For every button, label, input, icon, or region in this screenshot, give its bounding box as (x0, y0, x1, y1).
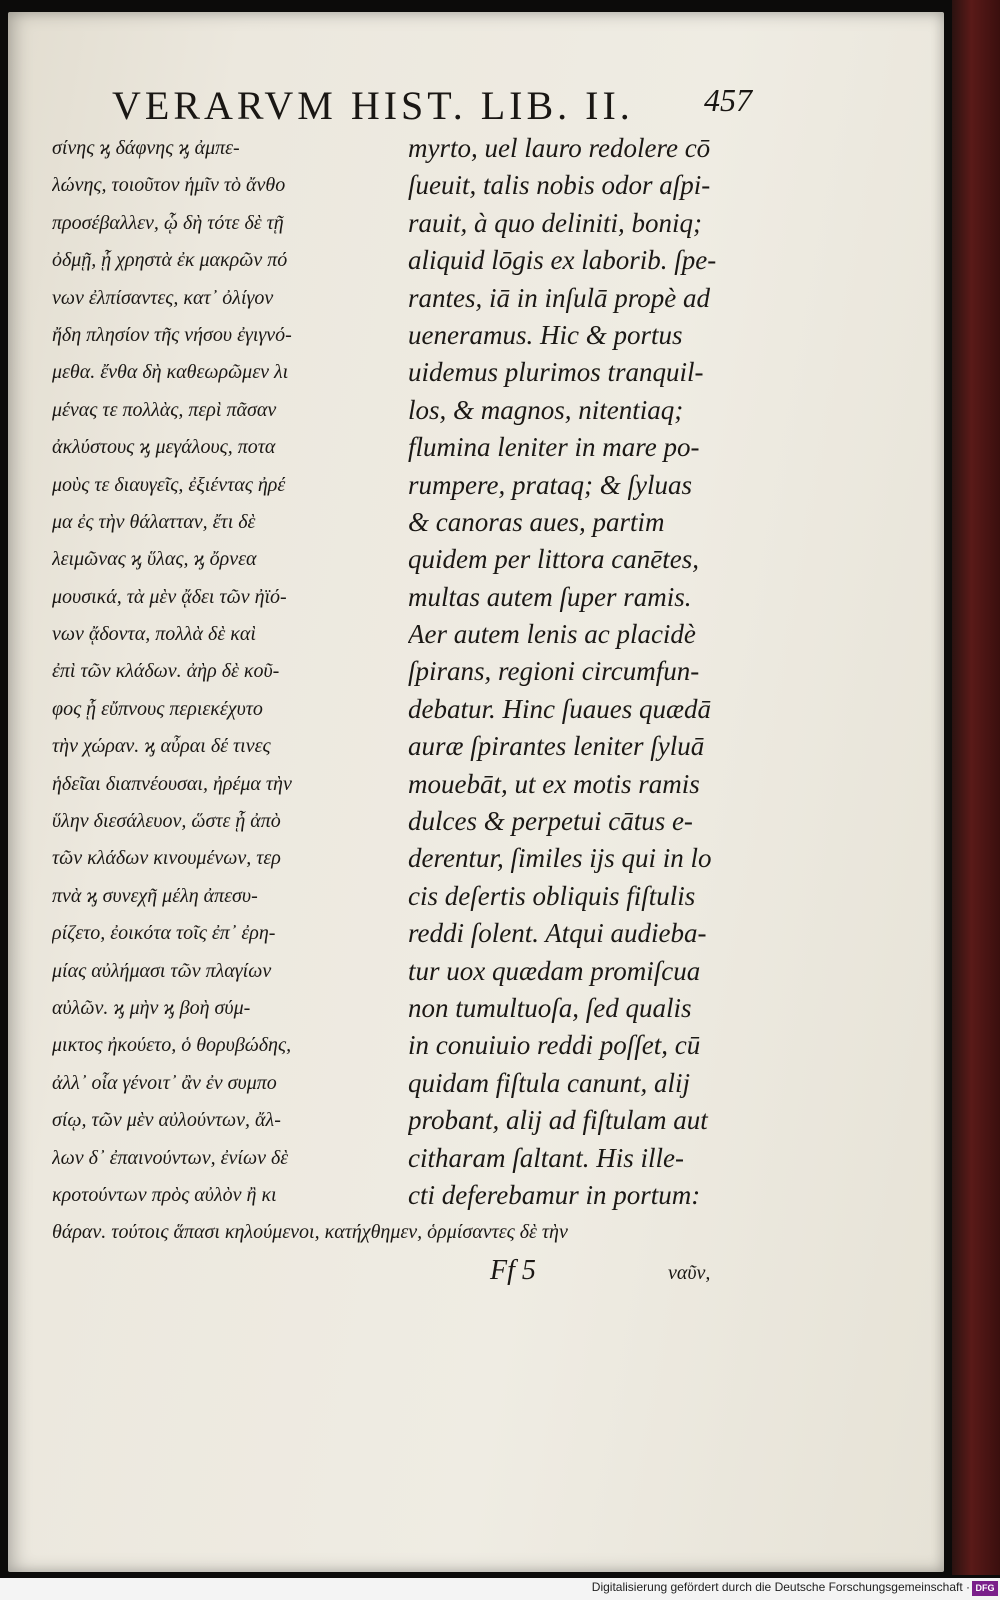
dfg-logo: DFG (972, 1581, 998, 1596)
latin-text-line: & canoras aues, partim (408, 506, 665, 537)
greek-text-line: τῶν κλάδων κινουμένων, τερ (52, 847, 281, 870)
greek-text-line: σίνης ϗ δάφνης ϗ ἀμπε- (52, 137, 240, 159)
greek-text-line: ὕλην διεσάλευον, ὥστε ᾗ ἀπὸ (52, 810, 281, 833)
latin-text-line: rauit, à quo deliniti, boniq; (408, 207, 702, 238)
latin-text-line: tur uox quædam promiſcua (408, 955, 701, 986)
page-header (112, 82, 752, 128)
greek-text-line: κροτούντων πρὸς αὐλὸν ἢ κι (52, 1183, 277, 1206)
latin-text-line: non tumultuoſa, ſed qualis (408, 992, 692, 1023)
latin-text-line: in conuiuio reddi poſſet, cū (408, 1030, 701, 1061)
catchword: ναῦν, (668, 1262, 711, 1284)
running-head: VERARVM HIST. LIB. II. (112, 83, 634, 128)
page-number: 457 (704, 82, 752, 118)
greek-full-width-line: θάραν. τούτοις ἅπασι κηλούμενοι, κατήχθημεν, ὁρμίσαντες δὲ τὴν (52, 1221, 568, 1243)
greek-text-line: ἡδεῖαι διαπνέουσαι, ἠρέμα τὴν (52, 772, 292, 795)
greek-column (52, 130, 382, 1214)
latin-text-line: los, & magnos, nitentiaq; (408, 394, 684, 425)
latin-text-line: uidemus plurimos tranquil- (408, 357, 704, 388)
greek-text-line: μουσικά, τὰ μὲν ᾄδει τῶν ἠϊό- (52, 585, 287, 608)
greek-text-line: μοὺς τε διαυγεῖς, ἐξιέντας ἠρέ (52, 473, 286, 496)
greek-text-line: νων ἐλπίσαντες, κατ᾽ ὀλίγον (52, 286, 274, 309)
greek-text-line: ἀλλ᾽ οἷα γένοιτ᾽ ἂν ἐν συμπο (52, 1071, 277, 1094)
latin-text-line: auræ ſpirantes leniter ſyluā (408, 731, 705, 762)
greek-text-line: μεθα. ἔνθα δὴ καθεωρῶμεν λι (52, 361, 289, 384)
greek-text-line: ἤδη πλησίον τῆς νήσου ἐγιγνό- (52, 323, 292, 346)
latin-text-line: probant, alij ad fiſtulam aut (408, 1105, 708, 1136)
funding-notice: Digitalisierung gefördert durch die Deutsche Forschungsgemeinschaft · (591, 1580, 970, 1594)
greek-text-line: λώνης, τοιοῦτον ἡμῖν τὸ ἄνθο (52, 174, 286, 197)
latin-text-line: reddi ſolent. Atqui audieba- (408, 918, 707, 949)
latin-text-line: rantes, iā in inſulā propè ad (408, 282, 710, 313)
latin-text-line: debatur. Hinc ſuaues quædā (408, 693, 711, 724)
book-edge (952, 0, 1000, 1575)
greek-text-line: πνὰ ϗ συνεχῆ μέλη ἀπεσυ- (52, 884, 258, 907)
greek-text-line: μένας τε πολλὰς, περὶ πᾶσαν (52, 398, 277, 421)
greek-text-line: τὴν χώραν. ϗ αὖραι δέ τινες (52, 735, 271, 758)
latin-text-line: dulces & perpetui cātus e- (408, 806, 693, 837)
latin-text-line: mouebāt, ut ex motis ramis (408, 768, 700, 799)
greek-text-line: ὀδμῇ, ᾗ χρηστὰ ἐκ μακρῶν πό (52, 249, 288, 272)
greek-text-line: φος ᾗ εὔπνους περιεκέχυτο (52, 697, 263, 720)
latin-text-line: cti deferebamur in portum: (408, 1179, 701, 1210)
greek-text-line: μικτος ἠκούετο, ὁ θορυβώδης, (52, 1034, 292, 1057)
latin-text-line: aliquid lōgis ex laborib. ſpe- (408, 245, 717, 276)
greek-text-line: λειμῶνας ϗ ὕλας, ϗ ὄρνεα (52, 548, 257, 571)
greek-text-line: ρίζετο, ἐοικότα τοῖς ἐπ᾽ ἐρη- (52, 922, 276, 945)
greek-text-line: νων ᾄδοντα, πολλὰ δὲ καὶ (52, 623, 256, 646)
latin-text-line: cis deſertis obliquis fiſtulis (408, 880, 696, 911)
greek-text-line: μίας αὐλήμασι τῶν πλαγίων (52, 959, 272, 982)
greek-text-line: μα ἐς τὴν θάλατταν, ἔτι δὲ (52, 510, 256, 533)
latin-text-line: ſpirans, regioni circumfun- (408, 656, 700, 687)
latin-text-line: myrto, uel lauro redolere cō (408, 133, 711, 163)
greek-text-line: αὐλῶν. ϗ μὴν ϗ βοὴ σύμ- (52, 996, 251, 1019)
latin-text-line: quidam fiſtula canunt, alij (408, 1067, 690, 1098)
latin-column (408, 130, 748, 1214)
greek-text-line: ἀκλύστους ϗ μεγάλους, ποτα (52, 436, 276, 459)
latin-text-line: derentur, ſimiles ijs qui in lo (408, 843, 712, 874)
latin-text-line: rumpere, prataq; & ſyluas (408, 469, 692, 500)
latin-text-line: flumina leniter in mare po- (408, 432, 700, 463)
latin-text-line: quidem per littora canētes, (408, 544, 699, 575)
latin-text-line: ueneramus. Hic & portus (408, 319, 683, 350)
greek-text-line: σίῳ, τῶν μὲν αὐλούντων, ἄλ- (52, 1109, 281, 1132)
greek-text-line: προσέβαλλεν, ᾧ δὴ τότε δὲ τῇ (52, 211, 284, 234)
latin-text-line: citharam ſaltant. His ille- (408, 1142, 684, 1173)
latin-text-line: Aer autem lenis ac placidè (408, 619, 696, 650)
footer-bar (0, 1578, 1000, 1600)
signature-mark: Ff 5 (490, 1255, 536, 1286)
latin-text-line: multas autem ſuper ramis. (408, 581, 692, 612)
greek-text-line: ἐπὶ τῶν κλάδων. ἀὴρ δὲ κοῦ- (52, 660, 280, 683)
greek-text-line: λων δ᾽ ἐπαινούντων, ἐνίων δὲ (52, 1146, 289, 1169)
latin-text-line: ſueuit, talis nobis odor aſpi- (408, 170, 711, 201)
